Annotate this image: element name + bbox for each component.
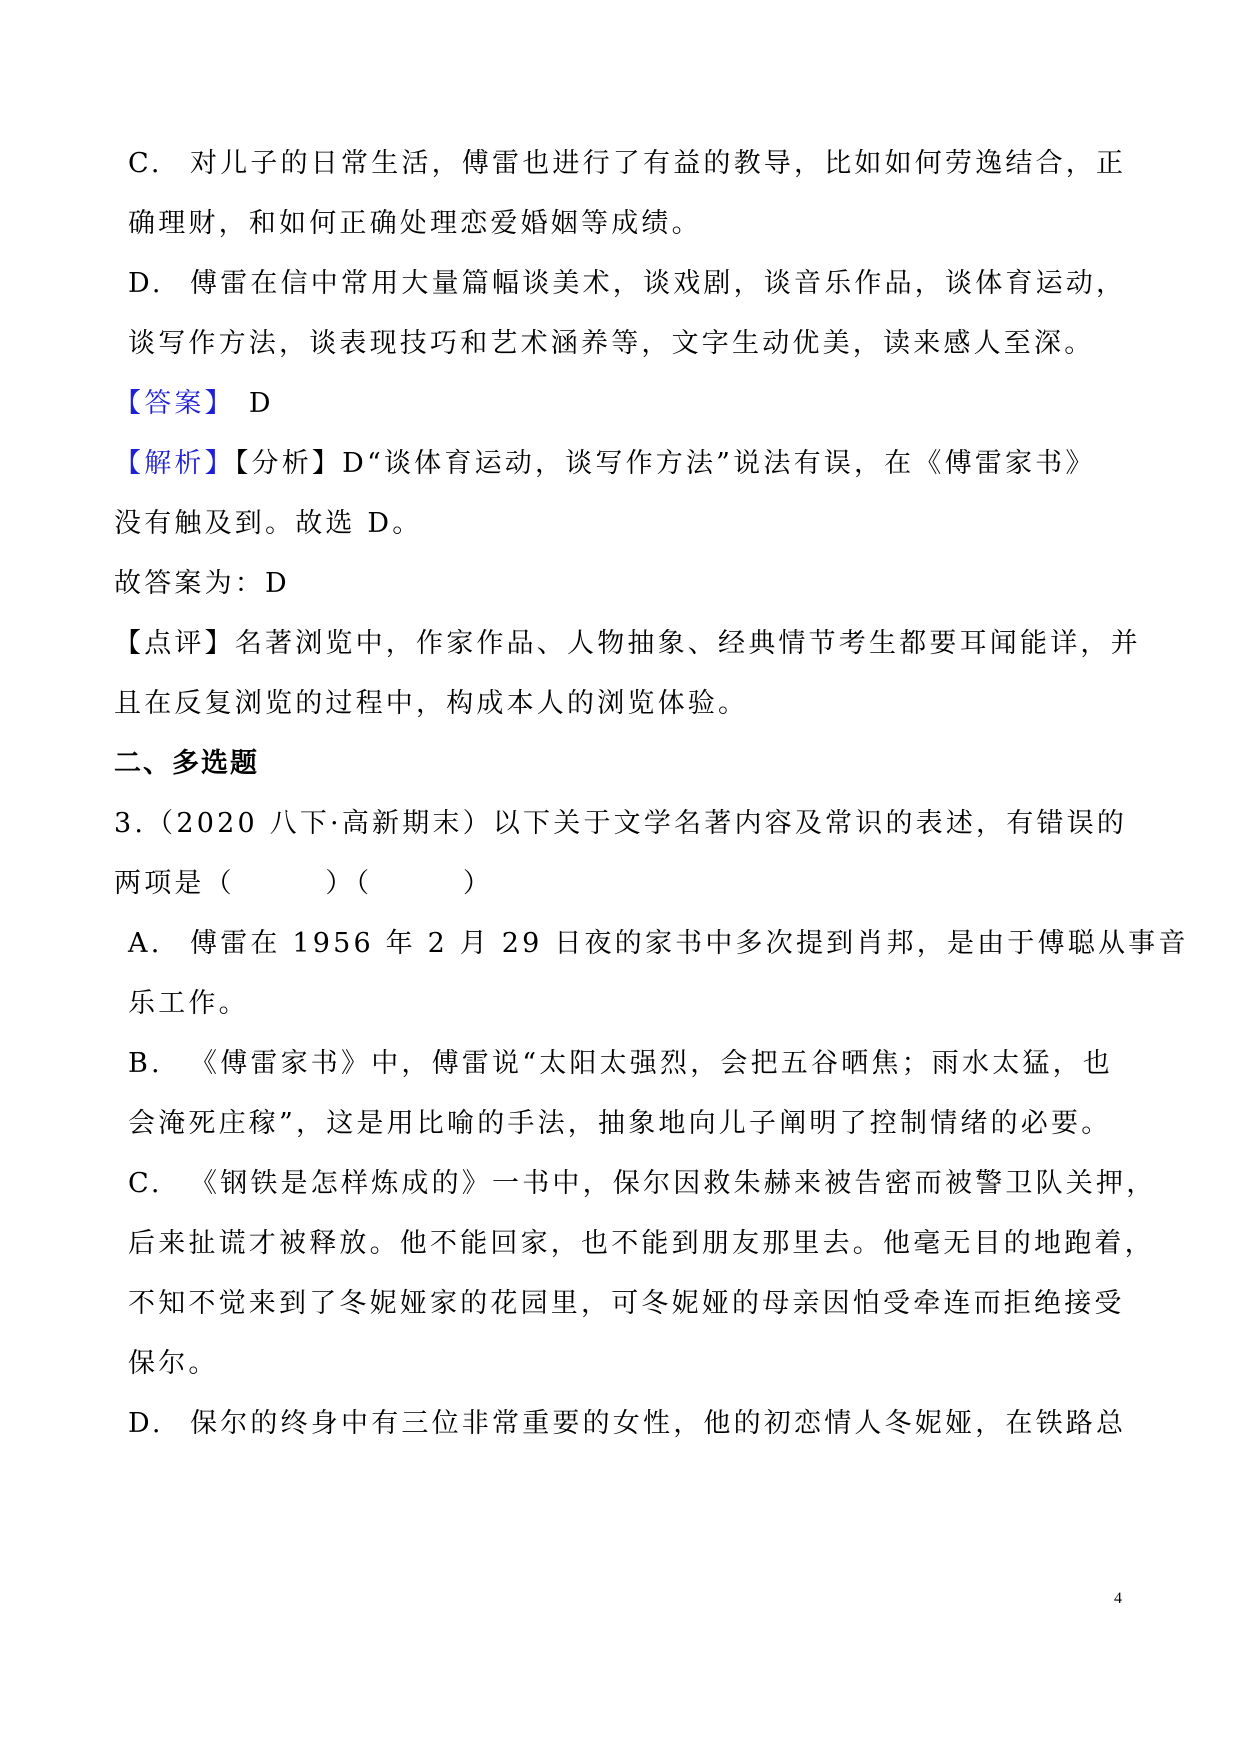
page-number: 4 bbox=[1114, 1590, 1122, 1607]
q2-option-c bbox=[128, 146, 1126, 182]
final-answer: 故答案为：D bbox=[114, 568, 290, 599]
option-letter: D. bbox=[128, 268, 164, 299]
comment-tag: 【点评】 bbox=[114, 628, 235, 659]
option-letter: D. bbox=[128, 1408, 164, 1439]
answer-value: D bbox=[248, 388, 274, 419]
option-text: 《傅雷家书》中，傅雷说“太阳太强烈，会把五谷晒焦；雨水太猛，也 bbox=[190, 1048, 1114, 1079]
q2-option-d-cont: 谈写作方法，谈表现技巧和艺术涵养等，文字生动优美，读来感人至深。 bbox=[128, 328, 1095, 359]
option-letter: C. bbox=[128, 148, 163, 179]
analysis-subtag: 【分析】 bbox=[234, 448, 343, 479]
answer-line bbox=[114, 386, 274, 422]
option-letter: A. bbox=[128, 928, 163, 959]
q3-stem-cont: 两项是（ ）（ ） bbox=[114, 868, 494, 899]
q3-option-c-cont: 后来扯谎才被释放。他不能回家，也不能到朋友那里去。他毫无目的地跑着， bbox=[128, 1228, 1155, 1259]
q3-option-a-cont: 乐工作。 bbox=[128, 988, 249, 1019]
q3-option-a bbox=[128, 926, 1189, 962]
q3-option-b-cont: 会淹死庄稼”，这是用比喻的手法，抽象地向儿子阐明了控制情绪的必要。 bbox=[128, 1108, 1112, 1139]
option-letter: C. bbox=[128, 1168, 163, 1199]
comment-line bbox=[114, 626, 1141, 662]
analysis-text: D“谈体育运动，谈写作方法”说法有误，在《傅雷家书》 bbox=[342, 448, 1096, 479]
q3-option-b bbox=[128, 1046, 1113, 1082]
q2-option-d bbox=[128, 266, 1126, 302]
comment-text: 名著浏览中，作家作品、人物抽象、经典情节考生都要耳闻能详，并 bbox=[234, 628, 1141, 659]
analysis-tag: 【解析】 bbox=[114, 448, 235, 479]
option-text: 傅雷在信中常用大量篇幅谈美术，谈戏剧，谈音乐作品，谈体育运动， bbox=[190, 268, 1127, 299]
section-heading: 二、多选题 bbox=[114, 748, 259, 779]
option-text: 《钢铁是怎样炼成的》一书中，保尔因救朱赫来被告密而被警卫队关押， bbox=[190, 1168, 1157, 1199]
option-text: 傅雷在 1956 年 2 月 29 日夜的家书中多次提到肖邦，是由于傅聪从事音 bbox=[190, 928, 1189, 959]
q3-option-d bbox=[128, 1406, 1126, 1442]
answer-tag: 【答案】 bbox=[114, 388, 235, 419]
comment-text-cont: 且在反复浏览的过程中，构成本人的浏览体验。 bbox=[114, 688, 749, 719]
q3-option-c-cont: 保尔。 bbox=[128, 1348, 219, 1379]
analysis-text-cont: 没有触及到。故选 D。 bbox=[114, 508, 423, 539]
option-text: 对儿子的日常生活，傅雷也进行了有益的教导，比如如何劳逸结合，正 bbox=[190, 148, 1127, 179]
q3-stem: 3.（2020 八下·高新期末）以下关于文学名著内容及常识的表述，有错误的 bbox=[114, 808, 1128, 839]
q3-option-c-cont: 不知不觉来到了冬妮娅家的花园里，可冬妮娅的母亲因怕受牵连而拒绝接受 bbox=[128, 1288, 1125, 1319]
q3-option-c bbox=[128, 1166, 1156, 1202]
analysis-line bbox=[114, 446, 1096, 482]
q2-option-c-cont: 确理财，和如何正确处理恋爱婚姻等成绩。 bbox=[128, 208, 702, 239]
option-text: 保尔的终身中有三位非常重要的女性，他的初恋情人冬妮娅，在铁路总 bbox=[190, 1408, 1127, 1439]
option-letter: B. bbox=[128, 1048, 163, 1079]
